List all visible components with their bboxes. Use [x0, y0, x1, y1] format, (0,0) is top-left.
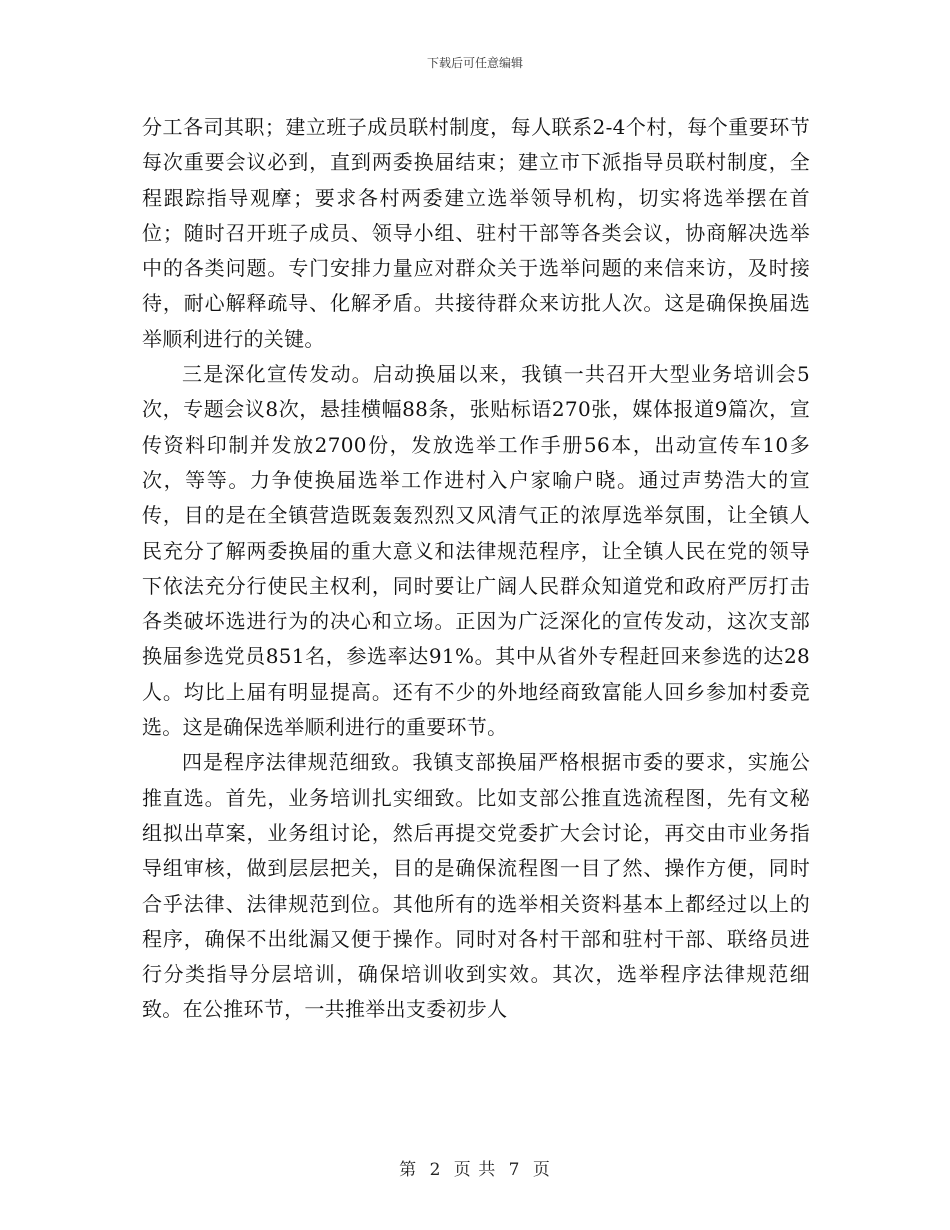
footer-suffix: 页	[532, 1160, 551, 1180]
paragraph-1: 分工各司其职；建立班子成员联村制度，每人联系2-4个村，每个重要环节每次重要会议必到，直到两委换届结束；建立市下派指导员联村制度，全程跟踪指导观摩；要求各村两委建立选举领导机构，切实将选举摆在首位；随时召开班子成员、领导小组、驻村干部等各类会议，协商解决选举中的各类问题。专门安排力量应对群众关于选举问题的来信来访，及时接待，耐心解释疏导、化解矛盾。共接待群众来访批人次。这是确保换届选举顺利进行的关键。	[142, 115, 810, 351]
paragraph-3: 四是程序法律规范细致。我镇支部换届严格根据市委的要求，实施公推直选。首先，业务培训扎实细致。比如支部公推直选流程图，先有文秘组拟出草案，业务组讨论，然后再提交党委扩大会讨论，再交由市业务指导组审核，做到层层把关，目的是确保流程图一目了然、操作方便，同时合乎法律、法律规范到位。其他所有的选举相关资料基本上都经过以上的程序，确保不出纰漏又便于操作。同时对各村干部和驻村干部、联络员进行分类指导分层培训，确保培训收到实效。其次，选举程序法律规范细致。在公推环节，一共推举出支委初步人	[142, 750, 810, 1022]
document-body	[142, 110, 810, 1028]
footer-middle: 页 共	[453, 1160, 497, 1180]
header-text: 下载后可任意编辑	[426, 56, 523, 70]
page-footer	[0, 1155, 950, 1180]
paragraph-2: 三是深化宣传发动。启动换届以来，我镇一共召开大型业务培训会5次，专题会议8次，悬挂横幅88条，张贴标语270张，媒体报道9篇次，宣传资料印制并发放2700份，发放选举工作手册56本，出动宣传车10多次，等等。力争使换届选举工作进村入户家喻户晓。通过声势浩大的宣传，目的是在全镇营造既轰轰烈烈又风清气正的浓厚选举氛围，让全镇人民充分了解两委换届的重大意义和法律规范程序，让全镇人民在党的领导下依法充分行使民主权利，同时要让广阔人民群众知道党和政府严厉打击各类破坏选进行为的决心和立场。正因为广泛深化的宣传发动，这次支部换届参选党员851名，参选率达91%。其中从省外专程赶回来参选的达28人。均比上届有明显提高。还有不少的外地经商致富能人回乡参加村委竞选。这是确保选举顺利进行的重要环节。	[142, 362, 810, 740]
footer-prefix: 第	[399, 1160, 418, 1180]
page-header	[0, 54, 950, 71]
footer-page-number: 2	[429, 1160, 442, 1180]
footer-total-pages: 7	[508, 1160, 521, 1180]
